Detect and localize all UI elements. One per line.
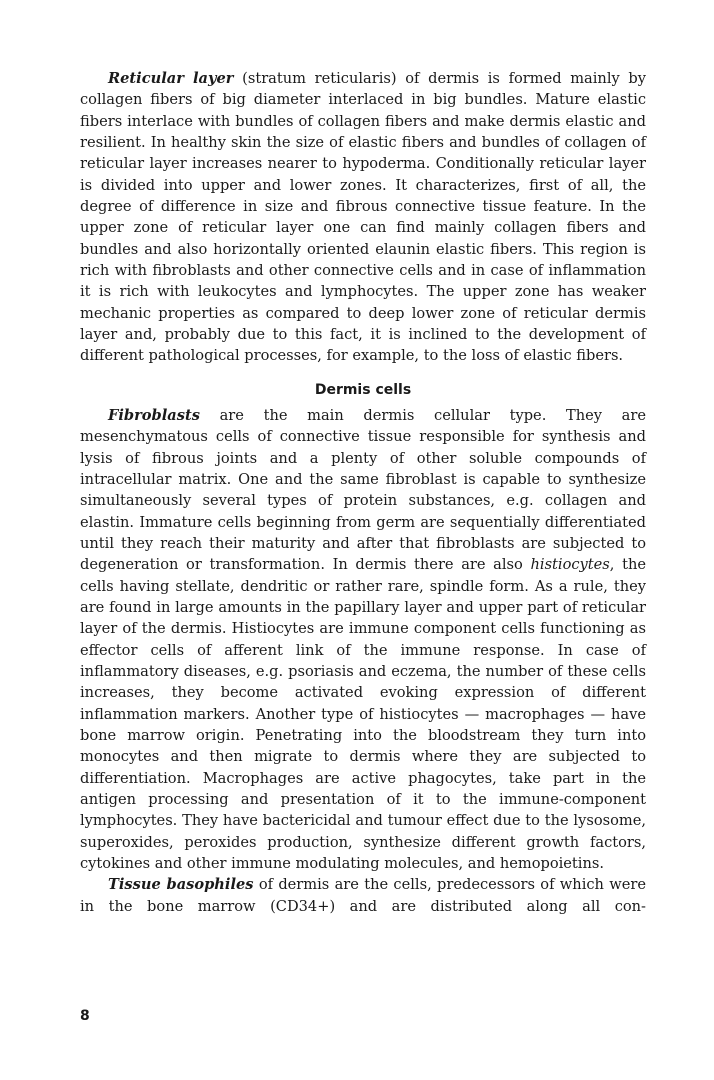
term-histiocytes: histiocytes xyxy=(530,556,610,574)
paragraph-tissue-basophiles xyxy=(80,874,646,917)
term-tissue-basophiles: Tissue basophiles xyxy=(108,876,254,894)
paragraph-text: (stratum reticularis) of dermis is formed mainly by collagen fibers of big diameter interlaced in big bundles. Mature elastic fibers interlace with bundles of collagen fibers and make dermis elastic and resilient. In healthy skin the size of elastic fibers and bundles of collagen of reticular layer increases nearer to hypoderma. Conditionally reticular layer is divided into upper and lower zones. It characterizes, first of all, the degree of difference in size and fibrous connective tissue feature. In the upper zone of reticular layer one can find mainly collagen fibers and bundles and also horizontally oriented elaunin elastic fibers. This region is rich with fibroblasts and other connective cells and in case of inflammation it is rich with leukocytes and lymphocytes. The upper zone has weaker mechanic properties as compared to deep lower zone of reticular dermis layer and, probably due to this fact, it is inclined to the development of different pathological processes, for example, to the loss of elastic fibers. xyxy=(80,70,647,365)
paragraph-text-a: are the main dermis cellular type. They are mesenchymatous cells of connective tissue responsible for synthesis and lysis of fibrous joints and a plenty of other soluble compounds of intracellular matrix. One and the same fibroblast is capable to synthesize simultaneously several types of protein substances, e.g. collagen and elastin. Immature cells beginning from germ are sequentially differentiated until they reach their maturity and after that fibroblasts are subjected to degeneration or transformation. In dermis there are also xyxy=(80,406,646,574)
paragraph-text: of dermis are the cells, predecessors of which were in the bone marrow (CD34+) and are distributed along all con- xyxy=(80,876,646,915)
paragraph-fibroblasts xyxy=(80,405,646,875)
paragraph-reticular-layer xyxy=(80,68,646,367)
page-body xyxy=(80,68,646,917)
term-reticular-layer: Reticular layer xyxy=(108,70,234,87)
paragraph-text-b: , the cells having stellate, dendritic or rather rare, spindle form. As a rule, they are found in large amounts in the papillary layer and upper part of reticular layer of the dermis. Histiocytes are immune component cells functioning as effector cells of afferent link of the immune response. In case of inflammatory diseases, e.g. psoriasis and eczema, the number of these cells increases, they become activated evoking expression of different inflammation markers. Another type of histiocytes — macrophages — have bone marrow origin. Penetrating into the bloodstream they turn into monocytes and then migrate to dermis where they are subjected to differentiation. Macrophages are active phagocytes, take part in the antigen processing and presentation of it to the immune-component lymphocytes. They have bactericidal and tumour effect due to the lysosome, superoxides, peroxides production, synthesize different growth factors, cytokines and other immune modulating molecules, and hemopoietins. xyxy=(80,556,646,873)
section-heading: Dermis cells xyxy=(314,381,412,398)
term-fibroblasts: Fibroblasts xyxy=(108,406,200,424)
page-number: 8 xyxy=(80,1008,90,1024)
